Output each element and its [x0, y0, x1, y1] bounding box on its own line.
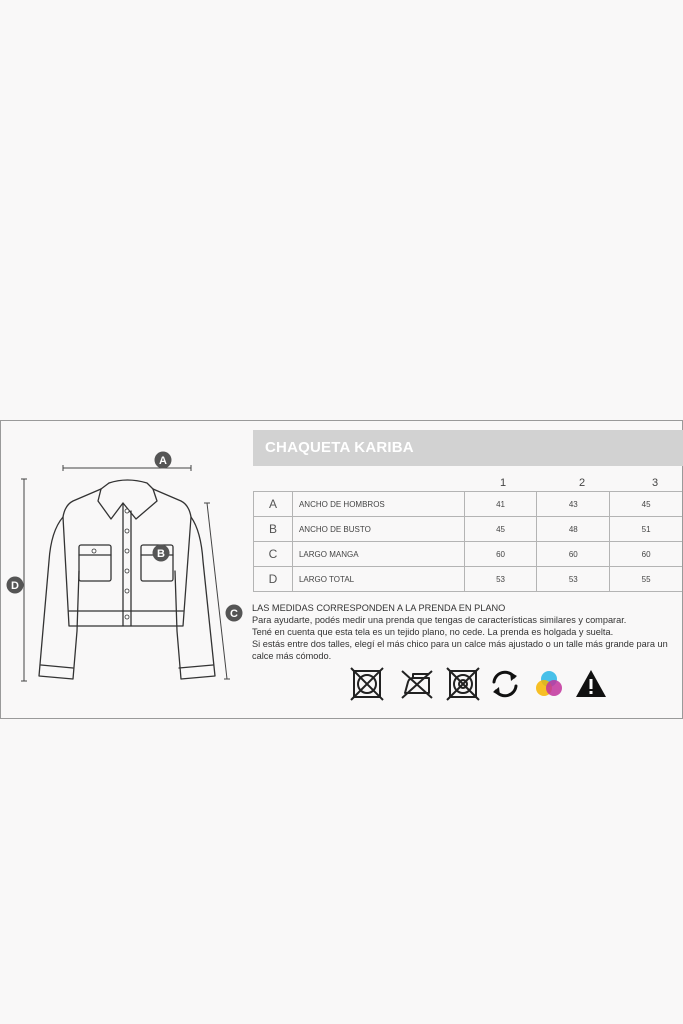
row-letter: A — [254, 492, 293, 517]
row-letter: B — [254, 517, 293, 542]
svg-text:B: B — [157, 548, 165, 560]
size-notes — [252, 602, 680, 662]
warning-icon — [573, 666, 609, 702]
marker-a — [155, 452, 172, 469]
size-value: 53 — [464, 567, 537, 592]
table-row — [254, 542, 683, 567]
size-column-2: 2 — [578, 477, 586, 489]
size-column-3: 3 — [651, 477, 659, 489]
size-value: 60 — [610, 542, 682, 567]
svg-text:C: C — [230, 608, 238, 620]
size-value: 55 — [610, 567, 682, 592]
notes-heading: LAS MEDIDAS CORRESPONDEN A LA PRENDA EN PLANO — [252, 603, 506, 613]
size-table — [253, 491, 682, 592]
size-value: 60 — [464, 542, 537, 567]
size-value: 53 — [537, 567, 610, 592]
svg-text:A: A — [159, 455, 167, 467]
measure-name: LARGO MANGA — [292, 542, 464, 567]
size-guide-card — [0, 420, 683, 719]
row-letter: D — [254, 567, 293, 592]
svg-text:D: D — [11, 580, 19, 592]
size-value: 60 — [537, 542, 610, 567]
notes-line: Tené en cuenta que esta tela es un tejido plano, no cede. La prenda es holgada y suelta. — [252, 627, 614, 637]
color-fade-icon — [531, 666, 567, 702]
no-iron-icon — [399, 666, 435, 702]
size-value: 43 — [537, 492, 610, 517]
marker-d — [7, 577, 24, 594]
jacket-diagram — [1, 421, 251, 718]
care-icons — [349, 666, 611, 702]
product-title-bar — [253, 430, 683, 466]
notes-line: Si estás entre dos talles, elegí el más chico para un calce más ajustado o un talle más grande para un — [252, 639, 668, 649]
no-dry-clean-icon — [445, 666, 481, 702]
marker-b — [153, 545, 170, 562]
measure-name: LARGO TOTAL — [292, 567, 464, 592]
size-value: 45 — [464, 517, 537, 542]
size-value: 41 — [464, 492, 537, 517]
measure-name: ANCHO DE BUSTO — [292, 517, 464, 542]
product-title: CHAQUETA KARIBA — [265, 439, 414, 456]
no-tumble-dry-icon — [349, 666, 385, 702]
notes-line: calce más cómodo. — [252, 651, 332, 661]
marker-c — [226, 605, 243, 622]
table-row — [254, 567, 683, 592]
measure-name: ANCHO DE HOMBROS — [292, 492, 464, 517]
size-value: 45 — [610, 492, 682, 517]
size-value: 48 — [537, 517, 610, 542]
notes-line: Para ayudarte, podés medir una prenda que tengas de características similares y comparar. — [252, 615, 627, 625]
reversible-icon — [487, 666, 523, 702]
size-column-1: 1 — [499, 477, 507, 489]
table-row — [254, 517, 683, 542]
table-row — [254, 492, 683, 517]
row-letter: C — [254, 542, 293, 567]
size-value: 51 — [610, 517, 682, 542]
